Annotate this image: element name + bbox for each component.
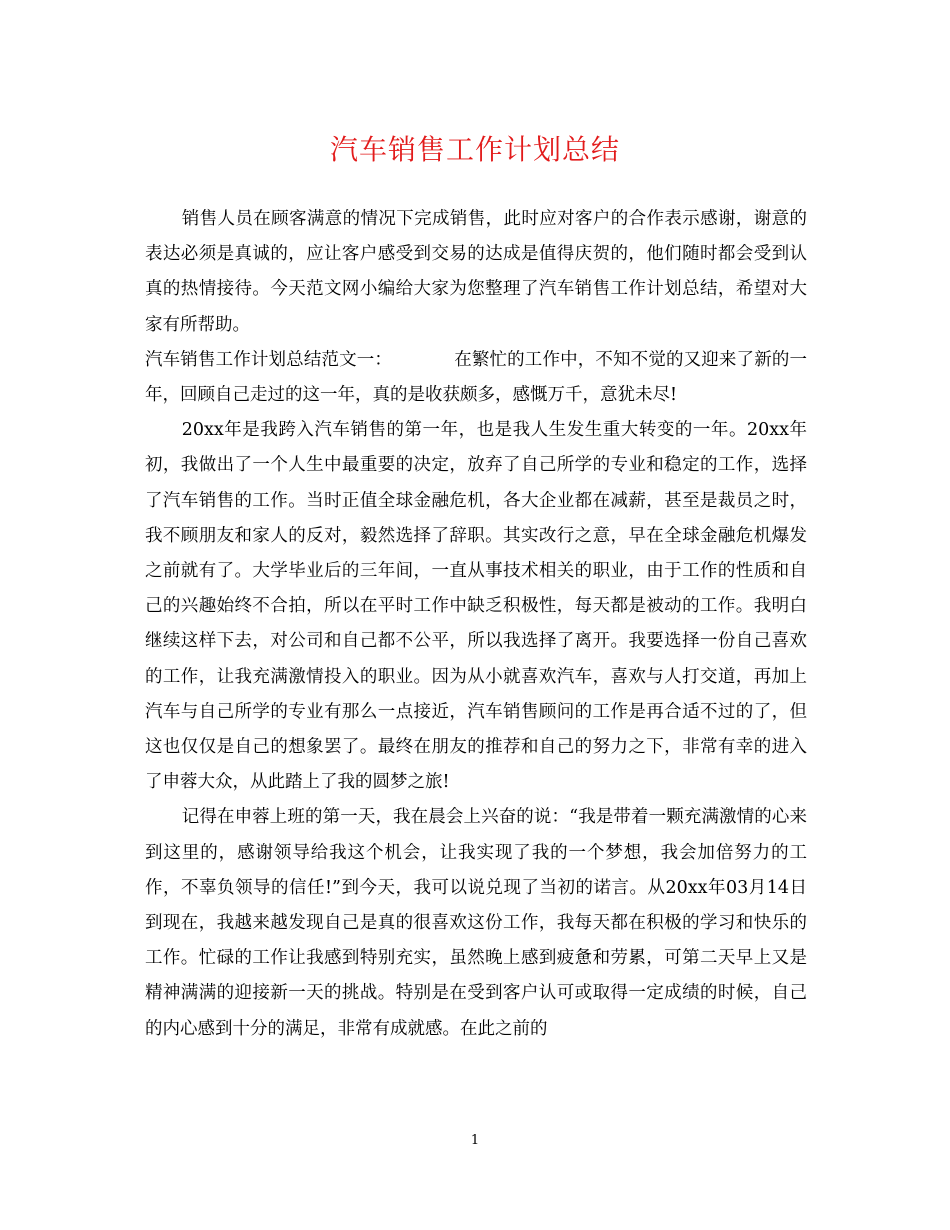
intro-paragraph: 销售人员在顾客满意的情况下完成销售，此时应对客户的合作表示感谢，谢意的表达必须是真诚的，应让客户感受到交易的达成是值得庆贺的，他们随时都会受到认真的热情接待。今天范文网小编给大家为您整理了汽车销售工作计划总结，希望对大家有所帮助。 <box>145 209 807 335</box>
document-body <box>145 202 807 1047</box>
section-paragraph <box>145 343 807 413</box>
body-paragraph-first-day: 记得在申蓉上班的第一天，我在晨会上兴奋的说：“我是带着一颗充满激情的心来到这里的，感谢领导给我这个机会，让我实现了我的一个梦想，我会加倍努力的工作，不辜负领导的信任!”到今天，我可以说兑现了当初的诺言。从20xx年03月14日到现在，我越来越发现自己是真的很喜欢这份工作，我每天都在积极的学习和快乐的工作。忙碌的工作让我感到特别充实，虽然晚上感到疲惫和劳累，可第二天早上又是精神满满的迎接新一天的挑战。特别是在受到客户认可或取得一定成绩的时候，自己的内心感到十分的满足，非常有成就感。在此之前的 <box>145 807 807 1039</box>
body-paragraph-career-change: 20xx年是我跨入汽车销售的第一年，也是我人生发生重大转变的一年。20xx年初，我做出了一个人生中最重要的决定，放弃了自己所学的专业和稳定的工作，选择了汽车销售的工作。当时正值全球金融危机，各大企业都在减薪，甚至是裁员之时，我不顾朋友和家人的反对，毅然选择了辞职。其实改行之意，早在全球金融危机爆发之前就有了。大学毕业后的三年间，一直从事技术相关的职业，由于工作的性质和自己的兴趣始终不合拍，所以在平时工作中缺乏积极性，每天都是被动的工作。我明白继续这样下去，对公司和自己都不公平，所以我选择了离开。我要选择一份自己喜欢的工作，让我充满激情投入的职业。因为从小就喜欢汽车，喜欢与人打交道，再加上汽车与自己所学的专业有那么一点接近，汽车销售顾问的工作是再合适不过的了，但这也仅仅是自己的想象罢了。最终在朋友的推荐和自己的努力之下，非常有幸的进入了申蓉大众，从此踏上了我的圆梦之旅! <box>145 420 807 793</box>
document-title: 汽车销售工作计划总结 <box>329 133 620 166</box>
page-number: 1 <box>470 1133 480 1148</box>
section-heading: 汽车销售工作计划总结范文一： <box>145 349 393 370</box>
section-first-text: 在繁忙的工作中，不知不觉的又迎来了新的一年，回顾自己走过的这一年，真的是收获颇多，感慨万千，意犹未尽! <box>145 349 808 406</box>
